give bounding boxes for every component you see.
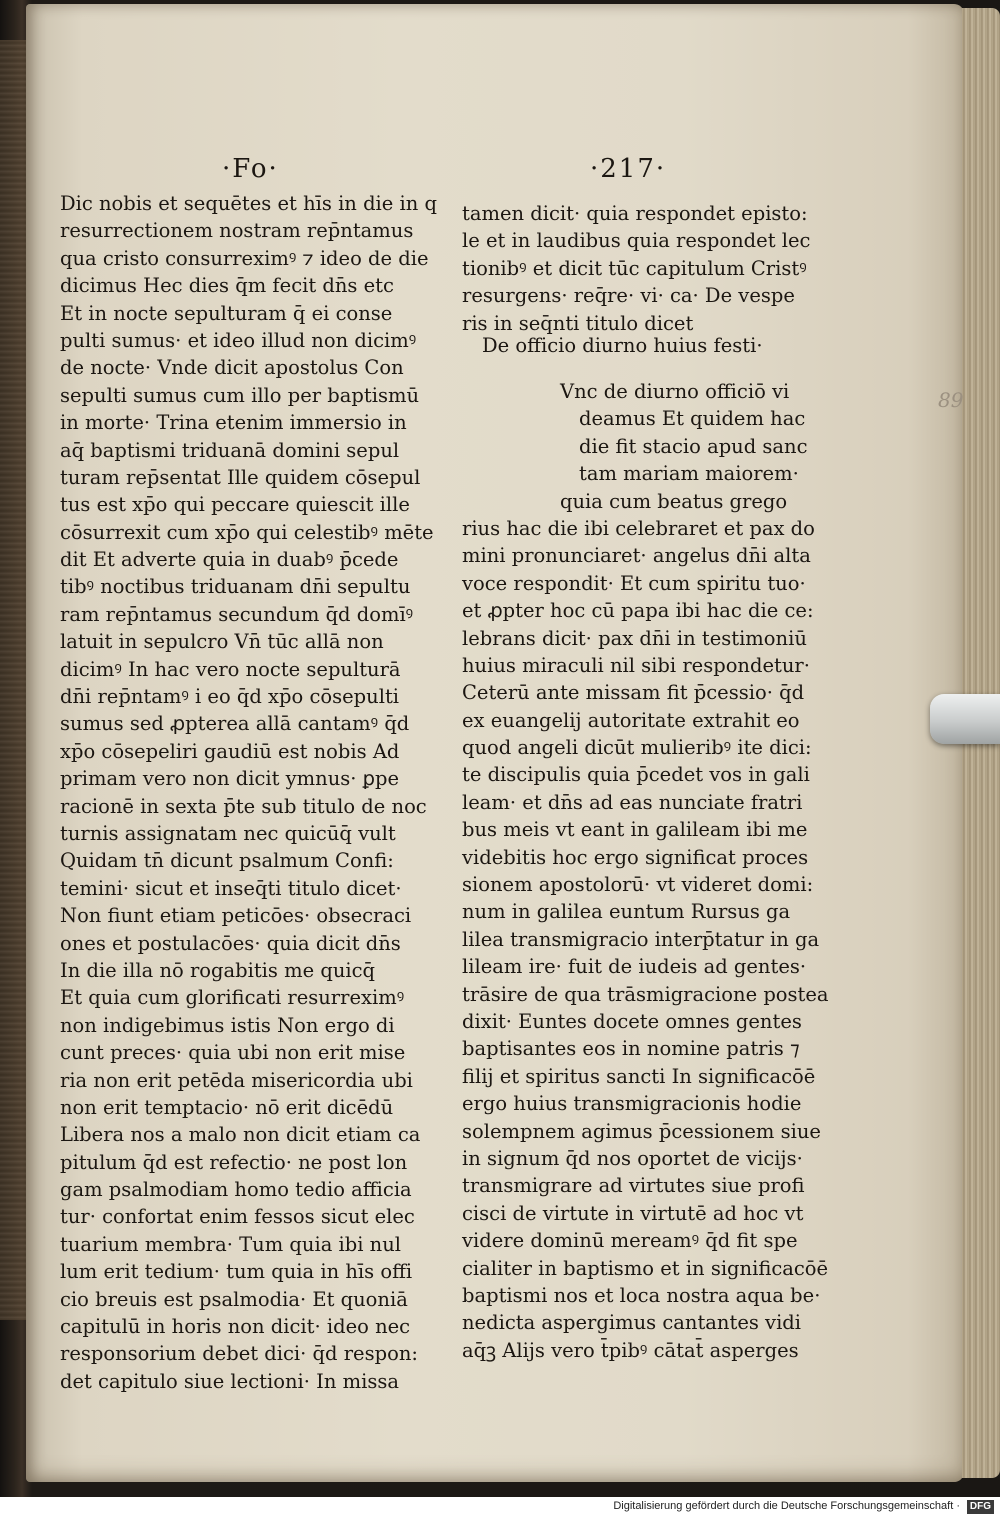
text-line: det capitulo siue lectioni· In missa xyxy=(60,1369,399,1393)
text-line: non indigebimus istis Non ergo di xyxy=(60,1013,395,1037)
text-line: dn̄i rep̄ntamꝰ i eo q̄d xp̄o cōsepulti xyxy=(60,685,400,709)
text-line: in morte· Trina etenim immersio in xyxy=(60,411,407,435)
text-line: cunt preces· quia ubi non erit mise xyxy=(60,1041,406,1065)
text-line: dixit· Euntes docete omnes gentes xyxy=(462,1009,802,1033)
text-line: tuarium membra· Tum quia ibi nul xyxy=(60,1232,402,1256)
text-line: sumus sed ꝓpterea allā cantamꝰ q̄d xyxy=(60,712,410,736)
text-line: le et in laudibus quia respondet lec xyxy=(462,229,811,253)
dfg-logo: DFG xyxy=(967,1500,994,1514)
text-line: tus est xp̄o qui peccare quiescit ille xyxy=(60,493,410,517)
text-line: Et quia cum glorificati resurreximꝰ xyxy=(60,986,405,1010)
text-line: ris in seq̄nti titulo dicet xyxy=(462,311,694,335)
text-line: ram rep̄ntamus secundum q̄d domīꝰ xyxy=(60,602,414,626)
margin-note: 89 xyxy=(938,388,964,412)
text-line: Dic nobis et sequētes et hīs in die in q xyxy=(60,192,438,215)
text-line: tamen dicit· quia respondet episto: xyxy=(462,202,808,225)
folio-number-right: ·217· xyxy=(590,154,667,184)
text-line: resurgens· req̄re· vi· ca· De vespe xyxy=(462,284,795,308)
right-text-column-top xyxy=(462,200,811,337)
text-line: lum erit tedium· tum quia in hīs offi xyxy=(60,1260,413,1284)
text-line: de nocte· Vnde dicit apostolus Con xyxy=(60,356,404,380)
footer-bar xyxy=(0,1497,1000,1517)
text-line: resurrectionem nostram rep̄ntamus xyxy=(60,219,414,243)
text-line: dicimus Hec dies q̄m fecit dn̄s etc xyxy=(60,274,394,298)
text-line: xp̄o cōsepeliri gaudiū est nobis Ad xyxy=(60,739,400,763)
text-line: racionē in sexta p̄te sub titulo de noc xyxy=(60,794,427,818)
text-line: baptisantes eos in nomine patris ⁊ xyxy=(462,1037,800,1061)
text-line: Vnc de diurno officiō vi xyxy=(560,380,790,403)
text-line: cisci de virtute in virtutē ad hoc vt xyxy=(462,1201,804,1225)
text-line: In die illa nō rogabitis me quicq̄ xyxy=(60,958,376,982)
text-line: dicimꝰ In hac vero nocte sepulturā xyxy=(60,657,401,681)
text-line: lilea transmigracio interp̄tatur in ga xyxy=(462,927,820,951)
text-line: cōsurrexit cum xp̄o qui celestibꝰ mēte xyxy=(60,520,434,544)
text-line: tur· confortat enim fessos sicut elec xyxy=(60,1205,415,1229)
text-line: gam psalmodiam homo tedio afficia xyxy=(60,1178,412,1202)
text-line: Quidam tn̄ dicunt psalmum Confi: xyxy=(60,849,394,873)
text-line: aq̄ꝫ Alijs vero t̄pibꝰ cātat̄ asperges xyxy=(462,1338,799,1362)
text-line: et ꝓpter hoc cū papa ibi hac die ce: xyxy=(462,599,814,623)
text-line: pitulum q̄d est refectio· ne post lon xyxy=(60,1150,408,1174)
text-line: Et in nocte sepulturam q̄ ei conse xyxy=(60,301,393,325)
text-line: aq̄ baptismi triduanā domini sepul xyxy=(60,438,400,462)
text-line: te discipulis quia p̄cedet vos in gali xyxy=(462,763,810,787)
text-line: sionem apostolorū· vt videret domi: xyxy=(462,873,814,897)
text-line: voce respondit· Et cum spiritu tuo· xyxy=(462,571,806,595)
bookmark-tab xyxy=(930,694,1000,744)
text-line: leam· et dn̄s ad eas nunciate fratri xyxy=(462,790,803,814)
text-line: capitulū in horis non dicit· ideo nec xyxy=(60,1315,411,1339)
text-line: nedicta aspergimus cantantes vidi xyxy=(462,1311,802,1335)
text-line: tionibꝰ et dicit tūc capitulum Cristꝰ xyxy=(462,256,807,280)
text-line: lebrans dicit· pax dn̄i in testimoniū xyxy=(462,626,807,650)
text-line: responsorium debet dici· q̄d respon: xyxy=(60,1342,418,1366)
text-line: ria non erit petēda misericordia ubi xyxy=(60,1068,413,1092)
right-text-column-main xyxy=(462,378,829,1364)
text-line: lileam ire· fuit de iudeis ad gentes· xyxy=(462,955,807,979)
text-line: Non fiunt etiam peticōes· obsecraci xyxy=(60,904,412,928)
text-line: primam vero non dicit ymnus· ꝑpe xyxy=(60,767,400,791)
text-line: rius hac die ibi celebraret et pax do xyxy=(462,516,815,540)
text-line: temini· sicut et inseq̄ti titulo dicet· xyxy=(60,876,402,900)
text-line: huius miraculi nil sibi respondetur· xyxy=(462,653,810,677)
text-line: turam rep̄sentat Ille quidem cōsepul xyxy=(60,465,421,489)
folio-label-left: ·Fo· xyxy=(222,154,279,184)
text-line: ergo huius transmigracionis hodie xyxy=(462,1092,802,1116)
text-line: quod angeli dicūt mulieribꝰ ite dici: xyxy=(462,736,812,760)
text-line: Libera nos a malo non dicit etiam ca xyxy=(60,1123,421,1147)
text-line: tibꝰ noctibus triduanam dn̄i sepultu xyxy=(60,575,411,599)
text-line: bus meis vt eant in galileam ibi me xyxy=(462,818,808,842)
text-line: pulti sumus· et ideo illud non dicimꝰ xyxy=(60,328,417,352)
text-line: videre dominū mereamꝰ q̄d fit spe xyxy=(462,1229,798,1253)
text-line: tam mariam maiorem· xyxy=(579,462,799,486)
text-line: in signum q̄d nos oportet de vicijs· xyxy=(462,1146,803,1170)
text-line: ones et postulacōes· quia dicit dn̄s xyxy=(60,931,401,955)
text-line: turnis assignatam nec quicūq̄ vult xyxy=(60,821,396,845)
text-line: Ceterū ante missam fit p̄cessio· q̄d xyxy=(462,681,805,705)
text-line: non erit temptacio· nō erit dicēdū xyxy=(60,1095,394,1119)
text-line: ex euangelij autoritate extrahit eo xyxy=(462,708,800,732)
text-line: latuit in sepulcro Vn̄ tūc allā non xyxy=(60,630,384,654)
text-line: filij et spiritus sancti In significacōē xyxy=(462,1064,816,1088)
text-line: qua cristo consurreximꝰ ⁊ ideo de die xyxy=(60,246,429,270)
text-line: cialiter in baptismo et in significacōē xyxy=(462,1256,829,1280)
left-text-column xyxy=(60,190,438,1395)
text-line: mini pronunciaret· angelus dn̄i alta xyxy=(462,544,811,568)
text-line: baptismi nos et loca nostra aqua be· xyxy=(462,1283,821,1307)
text-line: solempnem agimus p̄cessionem siue xyxy=(462,1119,821,1143)
text-line: videbitis hoc ergo significat proces xyxy=(462,845,809,869)
text-line: sepulti sumus cum illo per baptismū xyxy=(60,383,419,407)
text-line: quia cum beatus grego xyxy=(560,489,788,513)
text-line: cio breuis est psalmodia· Et quoniā xyxy=(60,1287,408,1311)
text-line: deamus Et quidem hac xyxy=(579,407,806,431)
text-line: dit Et adverte quia in duabꝰ p̄cede xyxy=(60,548,399,572)
text-line: die fit stacio apud sanc xyxy=(579,434,808,458)
text-line: trāsire de qua trāsmigracione postea xyxy=(462,982,829,1006)
footer-credit: Digitalisierung gefördert durch die Deutsche Forschungsgemeinschaft · xyxy=(613,1500,960,1512)
text-line: num in galilea euntum Rursus ga xyxy=(462,900,791,924)
text-line: transmigrare ad virtutes siue profi xyxy=(462,1174,805,1198)
section-heading: De officio diurno huius festi· xyxy=(482,334,763,357)
